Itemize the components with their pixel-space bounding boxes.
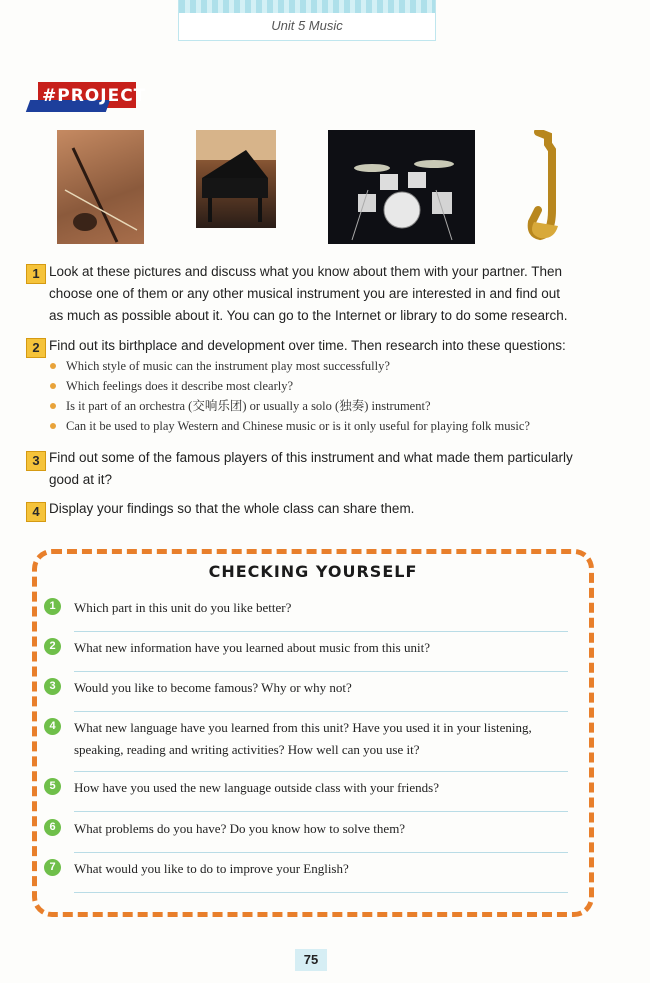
task-3-line-1: Find out some of the famous players of this instrument and what made them particularly [49,450,573,465]
question-number-badge: 1 [44,598,61,615]
answer-line[interactable] [74,711,568,712]
bullet-item: Which style of music can the instrument play most successfully? [50,356,530,376]
saxophone-image [524,130,574,242]
question-text: Would you like to become famous? Why or why not? [74,680,352,695]
task-1-line-3: as much as possible about it. You can go to the Internet or library to do some research. [49,308,568,323]
question-text: What would you like to do to improve your English? [74,861,349,876]
checking-yourself-title: CHECKING YOURSELF [208,562,418,581]
question-number-badge: 3 [44,678,61,695]
decorative-strip [179,0,435,13]
task-1-text [49,261,568,327]
saxophone-drawing [524,130,574,242]
question-number-badge: 7 [44,859,61,876]
page-number: 75 [295,949,327,971]
bullet-item: Which feelings does it describe most clearly? [50,376,530,396]
bullet-item: Can it be used to play Western and Chinese music or is it only useful for playing folk music? [50,416,530,436]
answer-line[interactable] [74,671,568,672]
task-1-line-2: choose one of them or any other musical instrument you are interested in and find out [49,286,561,301]
drum-kit-image [328,130,475,244]
answer-line[interactable] [74,771,568,772]
question-text: Which part in this unit do you like better? [74,600,292,615]
task-number-1: 1 [26,264,46,284]
question-number-badge: 5 [44,778,61,795]
task-2-bullets [50,356,530,436]
unit-title: Unit 5 Music [271,18,343,33]
question-number-badge: 6 [44,819,61,836]
question-text: How have you used the new language outside class with your friends? [74,780,439,795]
task-4-text: Display your findings so that the whole class can share them. [49,501,415,516]
question-number-badge: 4 [44,718,61,735]
answer-line[interactable] [74,631,568,632]
project-badge [28,82,147,116]
question-text [74,717,594,761]
piano-image [196,130,276,228]
answer-line[interactable] [74,811,568,812]
answer-line[interactable] [74,852,568,853]
task-3-line-2: good at it? [49,472,113,487]
erhu-image [57,130,144,244]
question-text: What problems do you have? Do you know how to solve them? [74,821,406,836]
task-number-3: 3 [26,451,46,471]
task-3-text [49,447,573,491]
task-1-line-1: Look at these pictures and discuss what you know about them with your partner. Then [49,264,563,279]
project-label: #PROJECT [42,86,147,106]
erhu-drawing [57,130,144,244]
question-number-badge: 2 [44,638,61,655]
drum-kit-drawing [328,130,475,244]
task-number-4: 4 [26,502,46,522]
question-4-line-2: speaking, reading and writing activities? How well can you use it? [74,742,420,757]
question-text: What new information have you learned about music from this unit? [74,640,430,655]
bullet-item: Is it part of an orchestra (交响乐团) or usually a solo (独奏) instrument? [50,396,530,416]
task-2-text: Find out its birthplace and development over time. Then research into these questions: [49,338,566,353]
piano-drawing [196,130,276,228]
unit-header-band [178,0,436,41]
question-4-line-1: What new language have you learned from this unit? Have you used it in your listening, [74,720,532,735]
task-number-2: 2 [26,338,46,358]
answer-line[interactable] [74,892,568,893]
